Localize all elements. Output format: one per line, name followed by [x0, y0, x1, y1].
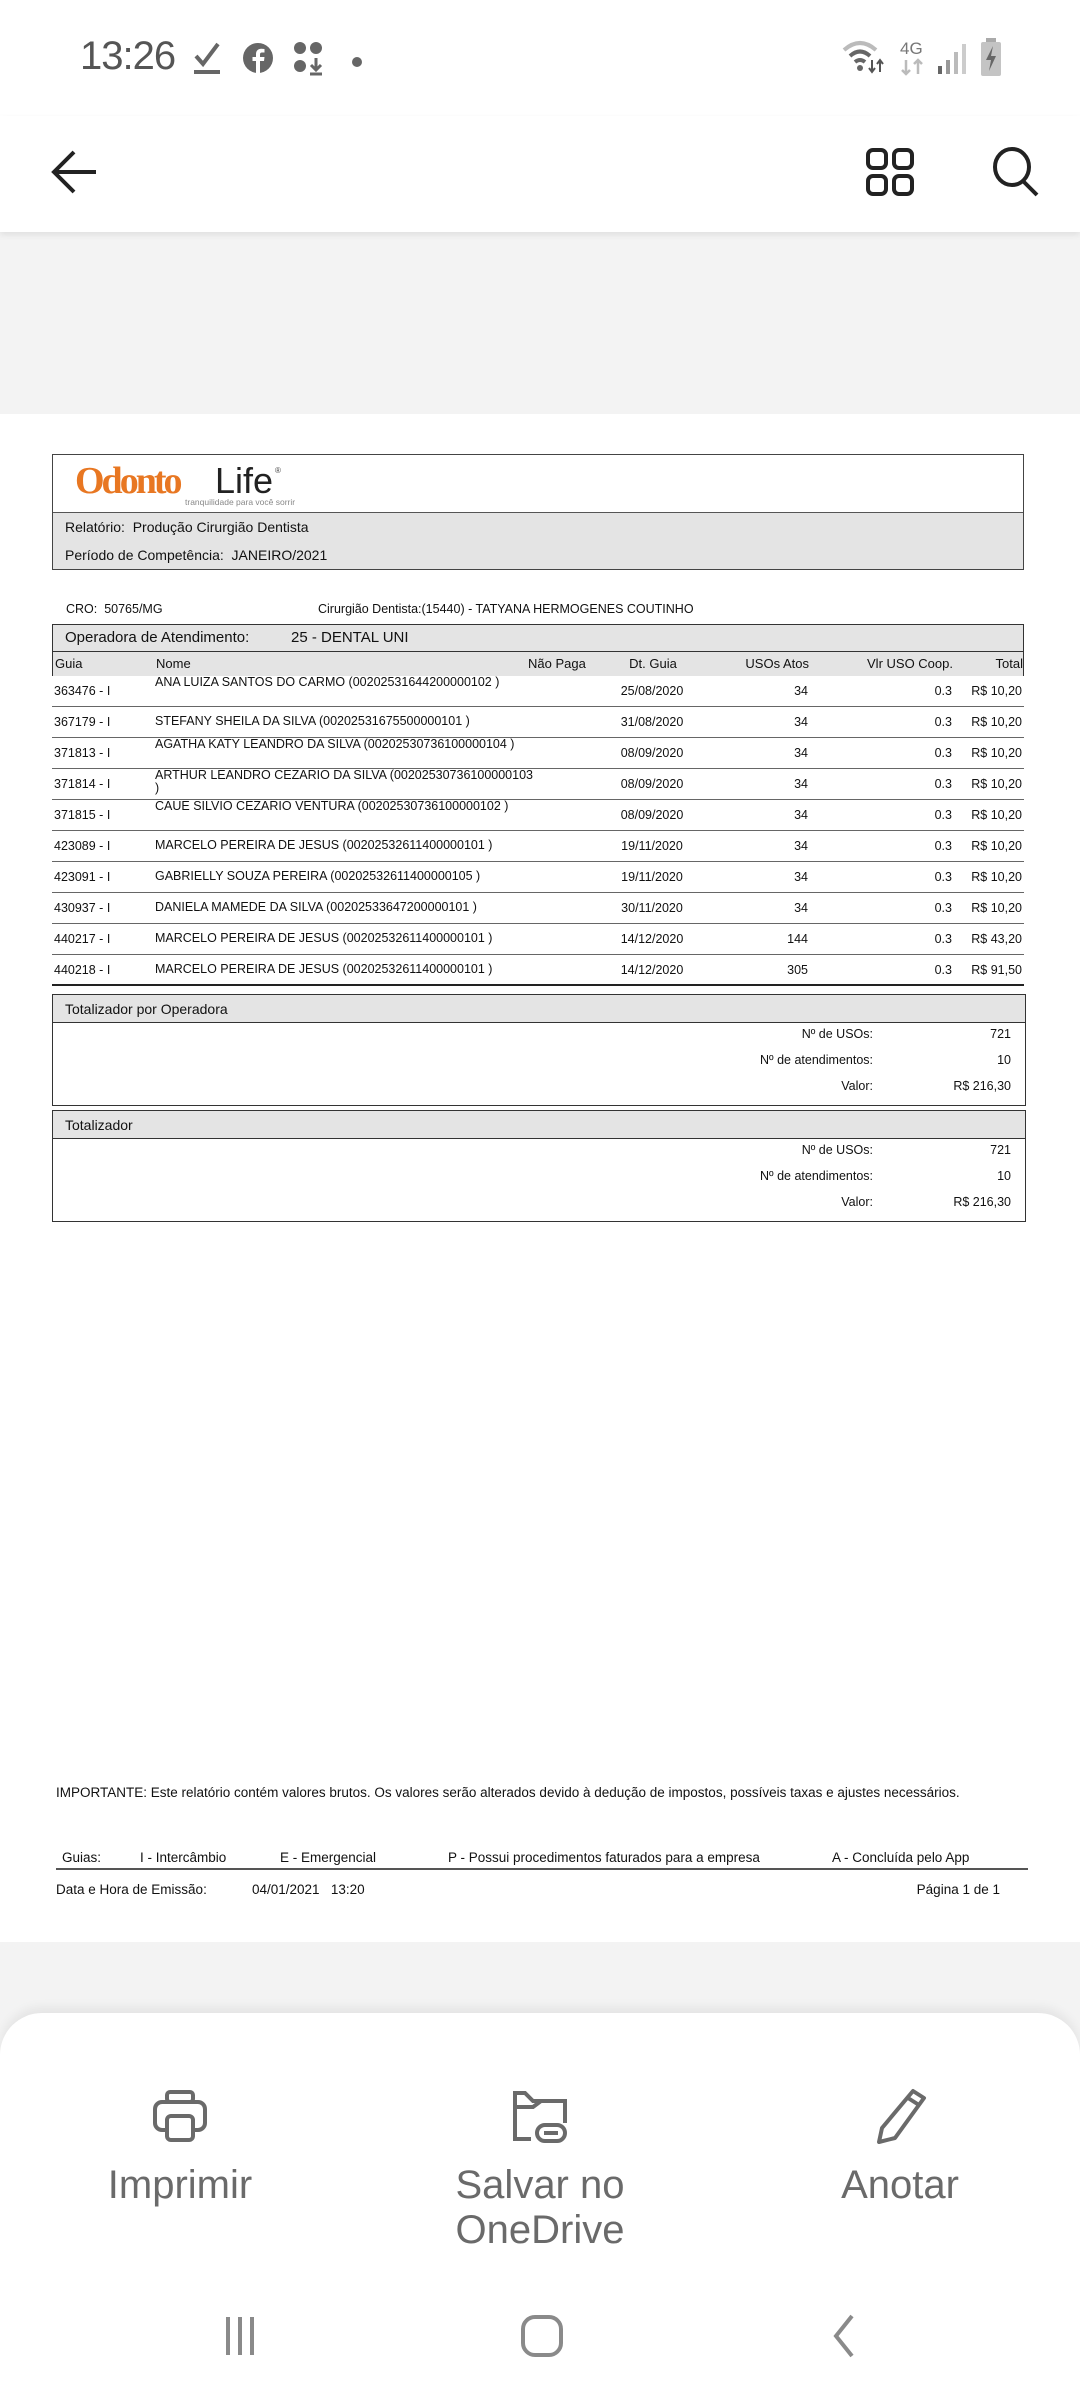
- cell-dt-guia: 19/11/2020: [621, 870, 683, 884]
- totalizer-general: [52, 1110, 1026, 1222]
- cell-vlr-uso: 0.3: [934, 808, 952, 822]
- cell-usos-atos: 34: [794, 901, 808, 915]
- usos-label: Nº de USOs:: [801, 1143, 873, 1157]
- cell-total: R$ 10,20: [971, 839, 1022, 853]
- operadora-header: [52, 624, 1024, 652]
- period-label: Período de Competência:: [65, 547, 224, 563]
- guias-legend: [56, 1850, 1028, 1870]
- facebook-icon: [242, 42, 274, 79]
- usos-value: 721: [990, 1027, 1011, 1041]
- dentist-value: (15440) - TATYANA HERMOGENES COUTINHO: [421, 602, 694, 616]
- recent-apps-icon: [220, 2315, 260, 2362]
- col-vlr-uso: Vlr USO Coop.: [867, 656, 953, 671]
- legend-item: E - Emergencial: [280, 1850, 377, 1865]
- legend-item: I - Intercâmbio: [140, 1850, 227, 1865]
- cell-guia: 440217 - I: [54, 932, 111, 946]
- cell-total: R$ 91,50: [971, 963, 1022, 977]
- cell-nome: MARCELO PEREIRA DE JESUS (00202532611400000101 ): [155, 962, 493, 976]
- report-header: [52, 454, 1024, 570]
- 4g-icon: [898, 38, 928, 83]
- cell-guia: 371814 - I: [54, 777, 111, 791]
- col-total: Total: [995, 656, 1023, 671]
- download-done-icon: [192, 42, 222, 81]
- table-row: [52, 893, 1024, 924]
- odontolife-logo: [75, 463, 365, 514]
- cell-total: R$ 10,20: [971, 870, 1022, 884]
- table-row: [52, 676, 1024, 707]
- atendimentos-value: 10: [997, 1053, 1011, 1067]
- cell-total: R$ 43,20: [971, 932, 1022, 946]
- cell-vlr-uso: 0.3: [934, 839, 952, 853]
- cell-total: R$ 10,20: [971, 777, 1022, 791]
- report-value: Produção Cirurgião Dentista: [132, 519, 309, 535]
- back-button[interactable]: [36, 136, 112, 212]
- bottom-sheet: [0, 2013, 1080, 2400]
- app-bar: [0, 116, 1080, 232]
- search-icon: [991, 147, 1041, 202]
- print-label: Imprimir: [107, 2163, 253, 2207]
- cro-value: 50765/MG: [104, 602, 163, 616]
- report-label: Relatório:: [65, 519, 125, 535]
- valor-label: Valor:: [841, 1195, 873, 1209]
- valor-label: Valor:: [841, 1079, 873, 1093]
- logo-tagline: tranquilidade para você sorrir: [185, 497, 296, 507]
- status-time: 13:26: [80, 34, 176, 78]
- cell-usos-atos: 34: [794, 808, 808, 822]
- cell-vlr-uso: 0.3: [934, 684, 952, 698]
- cell-total: R$ 10,20: [971, 746, 1022, 760]
- period-value: JANEIRO/2021: [231, 547, 328, 563]
- cell-dt-guia: 14/12/2020: [620, 963, 684, 977]
- table-body: [52, 676, 1024, 986]
- cell-nome: MARCELO PEREIRA DE JESUS (00202532611400000101 ): [155, 838, 493, 852]
- cell-guia: 367179 - I: [54, 715, 111, 729]
- print-button[interactable]: [30, 2083, 330, 2208]
- table-header: [52, 652, 1024, 676]
- cell-dt-guia: 19/11/2020: [621, 839, 683, 853]
- dentist-line: [318, 602, 694, 616]
- report-title-line: [65, 513, 1023, 541]
- emission-value: 04/01/2021 13:20: [252, 1882, 365, 1897]
- cell-total: R$ 10,20: [971, 715, 1022, 729]
- cell-nome: ARTHUR LEANDRO CEZARIO DA SILVA (00202530736100000103 ): [155, 768, 533, 795]
- cell-dt-guia: 08/09/2020: [620, 746, 684, 760]
- valor-value: R$ 216,30: [953, 1079, 1011, 1093]
- home-icon: [520, 2314, 564, 2363]
- cell-vlr-uso: 0.3: [934, 777, 952, 791]
- important-notice: IMPORTANTE: Este relatório contém valores brutos. Os valores serão alterados devido à dedução de impostos, possíveis taxas e ajustes necessários.: [56, 1785, 960, 1800]
- cell-vlr-uso: 0.3: [934, 901, 952, 915]
- save-onedrive-button[interactable]: [390, 2083, 690, 2253]
- cell-guia: 440218 - I: [54, 963, 111, 977]
- col-usos-atos: USOs Atos: [745, 656, 809, 671]
- cell-dt-guia: 31/08/2020: [620, 715, 684, 729]
- cell-nome: DANIELA MAMEDE DA SILVA (00202533647200000101 ): [155, 900, 477, 914]
- grid-view-button[interactable]: [852, 136, 928, 212]
- table-row: [52, 955, 1024, 986]
- cell-guia: 371815 - I: [54, 808, 111, 822]
- cell-vlr-uso: 0.3: [934, 963, 952, 977]
- search-button[interactable]: [978, 136, 1054, 212]
- cell-usos-atos: 34: [794, 839, 808, 853]
- operadora-label: Operadora de Atendimento:: [65, 629, 250, 646]
- cell-usos-atos: 305: [787, 963, 808, 977]
- cell-vlr-uso: 0.3: [934, 746, 952, 760]
- cell-usos-atos: 34: [794, 746, 808, 760]
- atendimentos-label: Nº de atendimentos:: [760, 1053, 873, 1067]
- table-row: [52, 924, 1024, 955]
- usos-label: Nº de USOs:: [801, 1027, 873, 1041]
- status-bar: [0, 0, 1080, 116]
- col-nao-paga: Não Paga: [528, 656, 586, 671]
- cell-guia: 430937 - I: [54, 901, 111, 915]
- home-button[interactable]: [492, 2303, 592, 2373]
- cell-total: R$ 10,20: [971, 808, 1022, 822]
- legend-label: Guias:: [62, 1850, 102, 1865]
- wifi-icon: [842, 38, 886, 81]
- cell-vlr-uso: 0.3: [934, 870, 952, 884]
- pencil-icon: [873, 2088, 927, 2149]
- battery-charging-icon: [980, 38, 1002, 81]
- col-nome: Nome: [156, 656, 191, 671]
- usos-value: 721: [990, 1143, 1011, 1157]
- annotate-label: Anotar: [841, 2163, 959, 2207]
- totalizer-title: Totalizador: [53, 1111, 1025, 1139]
- dentist-label: Cirurgião Dentista:: [318, 602, 422, 616]
- table-row: [52, 738, 1024, 769]
- navigation-bar: [0, 2303, 1080, 2373]
- logo-row: [53, 455, 1023, 513]
- operadora-value: 25 - DENTAL UNI: [291, 629, 409, 646]
- cell-dt-guia: 08/09/2020: [620, 808, 684, 822]
- period-line: [65, 541, 1023, 569]
- page-info: Página 1 de 1: [916, 1882, 1000, 1897]
- cell-usos-atos: 34: [794, 870, 808, 884]
- cell-dt-guia: 08/09/2020: [620, 777, 684, 791]
- table-row: [52, 831, 1024, 862]
- cell-total: R$ 10,20: [971, 901, 1022, 915]
- cell-usos-atos: 144: [787, 932, 808, 946]
- col-dt-guia: Dt. Guia: [629, 656, 677, 671]
- recent-apps-button[interactable]: [190, 2303, 290, 2373]
- cell-guia: 371813 - I: [54, 746, 111, 760]
- atendimentos-label: Nº de atendimentos:: [760, 1169, 873, 1183]
- cell-nome: GABRIELLY SOUZA PEREIRA (00202532611400000105 ): [155, 869, 481, 883]
- logo-brand-first: Odonto: [75, 463, 180, 502]
- network-type: 4G: [900, 39, 923, 58]
- cell-usos-atos: 34: [794, 715, 808, 729]
- cell-dt-guia: 25/08/2020: [620, 684, 684, 698]
- table-row: [52, 862, 1024, 893]
- valor-value: R$ 216,30: [953, 1195, 1011, 1209]
- production-table: [52, 624, 1024, 986]
- emission-label: Data e Hora de Emissão:: [56, 1882, 207, 1897]
- back-icon: [830, 2314, 858, 2363]
- svg-text:®: ®: [275, 466, 281, 475]
- pdf-page[interactable]: [0, 414, 1080, 1942]
- cell-total: R$ 10,20: [971, 684, 1022, 698]
- annotate-button[interactable]: [750, 2083, 1050, 2208]
- cell-vlr-uso: 0.3: [934, 715, 952, 729]
- totalizer-operadora: [52, 994, 1026, 1106]
- grid-view-icon: [866, 148, 914, 201]
- cell-dt-guia: 30/11/2020: [621, 901, 683, 915]
- printer-icon: [152, 2090, 208, 2147]
- cro-label: CRO:: [66, 602, 98, 616]
- cell-guia: 423091 - I: [54, 870, 111, 884]
- back-arrow-icon: [50, 150, 98, 199]
- save-onedrive-label: Salvar no OneDrive: [455, 2163, 625, 2252]
- cell-guia: 363476 - I: [54, 684, 111, 698]
- legend-item: A - Concluída pelo App: [832, 1850, 970, 1865]
- folder-link-icon: [511, 2089, 569, 2148]
- cell-nome: STEFANY SHEILA DA SILVA (00202531675500000101 ): [155, 714, 470, 728]
- cell-nome: AGATHA KATY LEANDRO DA SILVA (00202530736100000104 ): [155, 737, 515, 751]
- dot-icon: [352, 54, 362, 72]
- cell-vlr-uso: 0.3: [934, 932, 952, 946]
- cro-line: [66, 602, 163, 616]
- atendimentos-value: 10: [997, 1169, 1011, 1183]
- cell-guia: 423089 - I: [54, 839, 111, 853]
- logo-brand-second: Life: [215, 463, 274, 501]
- cell-nome: MARCELO PEREIRA DE JESUS (00202532611400000101 ): [155, 931, 493, 945]
- signal-icon: [936, 44, 966, 79]
- cell-dt-guia: 14/12/2020: [620, 932, 684, 946]
- col-guia: Guia: [55, 656, 83, 671]
- cell-usos-atos: 34: [794, 777, 808, 791]
- table-row: [52, 800, 1024, 831]
- cell-nome: ANA LUIZA SANTOS DO CARMO (00202531644200000102 ): [155, 675, 500, 689]
- app-download-icon: [292, 40, 326, 81]
- system-back-button[interactable]: [794, 2303, 894, 2373]
- cell-nome: CAUE SILVIO CEZARIO VENTURA (00202530736100000102 ): [155, 799, 509, 813]
- table-row: [52, 707, 1024, 738]
- cell-usos-atos: 34: [794, 684, 808, 698]
- table-row: [52, 769, 1024, 800]
- totalizer-title: Totalizador por Operadora: [53, 995, 1025, 1023]
- legend-item: P - Possui procedimentos faturados para a empresa: [448, 1850, 760, 1865]
